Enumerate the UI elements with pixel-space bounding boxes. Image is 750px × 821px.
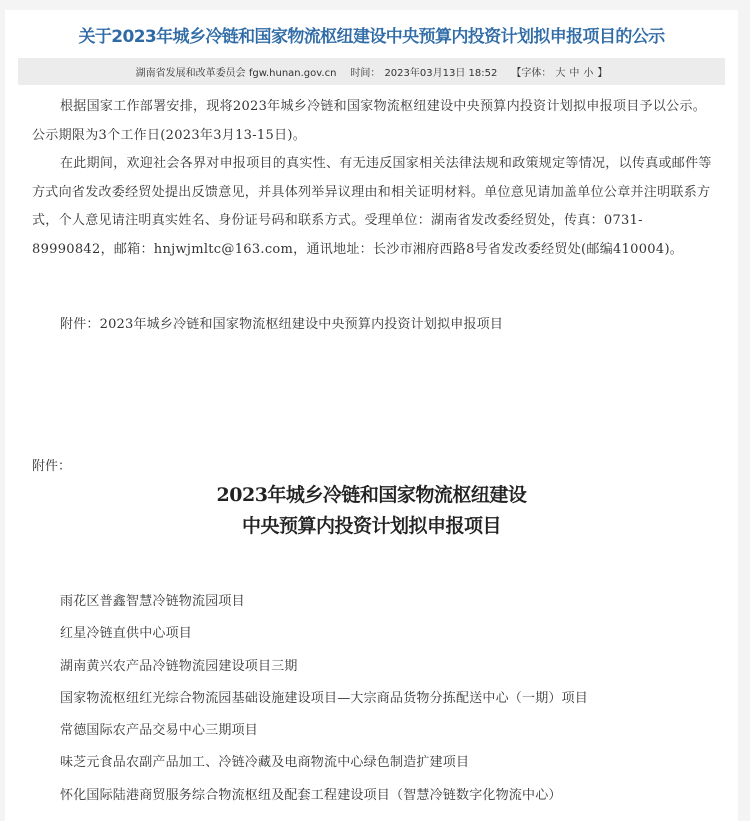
font-size-small-link[interactable]: 小: [583, 68, 594, 79]
paragraph-announcement: 根据国家工作部署安排，现将2023年城乡冷链和国家物流枢纽建设中央预算内投资计划拟申报项目予以公示。公示期限为3个工作日(2023年3月13-15日)。: [32, 99, 707, 143]
article-body: [32, 93, 712, 264]
list-item: 湖南黄兴农产品冷链物流园建设项目三期: [60, 658, 298, 674]
page-scrollbar[interactable]: [738, 10, 750, 821]
list-item: 怀化国际陆港商贸服务综合物流枢纽及配套工程建设项目（智慧冷链数字化物流中心）: [60, 787, 562, 803]
list-item: 雨花区普鑫智慧冷链物流园项目: [60, 594, 245, 609]
attachment-label: 附件：: [32, 459, 72, 474]
attachment-heading: [5, 480, 738, 542]
article-info-bar: [18, 58, 725, 85]
paragraph-feedback: 在此期间，欢迎社会各界对申报项目的真实性、有无违反国家相关法律法规和政策规定等情况，以传真或邮件等方式向省发改委经贸处提出反馈意见，并具体列举异议理由和相关证明材料。单位意见请加盖单位公章并注明联系方式，个人意见请注明真实姓名、身份证号码和联系方式。受理单位：湖南省发改委经贸处，传真：0731-89990842，邮箱：hnjwjmltc@163.com，通讯地址：长沙市湘府西路8号省发改委经贸处(邮编410004)。: [32, 156, 712, 257]
source-text: 湖南省发展和改革委员会 fgw.hunan.gov.cn: [135, 68, 337, 79]
font-size-open: 【字体：: [511, 68, 552, 79]
list-item: 红星冷链直供中心项目: [60, 626, 193, 642]
font-size-close: 】: [597, 68, 608, 79]
publish-time: 2023年03月13日 18:52: [384, 68, 498, 79]
attachment-heading-line1: 2023年城乡冷链和国家物流枢纽建设: [216, 484, 527, 506]
list-item: 常德国际农产品交易中心三期项目: [60, 723, 259, 739]
list-item: 国家物流枢纽红光综合物流园基础设施建设项目—大宗商品货物分拣配送中心（一期）项目: [60, 690, 589, 706]
font-size-medium-link[interactable]: 中: [569, 68, 580, 79]
list-item: 味芝元食品农副产品加工、冷链冷藏及电商物流中心绿色制造扩建项目: [60, 755, 470, 771]
font-size-large-link[interactable]: 大: [555, 68, 566, 79]
time-label: 时间：: [350, 68, 381, 79]
article-title: 关于2023年城乡冷链和国家物流枢纽建设中央预算内投资计划拟申报项目的公示: [78, 27, 665, 47]
project-list: [60, 590, 588, 816]
attachment-heading-line2: 中央预算内投资计划拟申报项目: [241, 515, 501, 537]
article-page: [5, 10, 738, 821]
attachment-link-line: 附件：2023年城乡冷链和国家物流枢纽建设中央预算内投资计划拟申报项目: [60, 317, 504, 332]
